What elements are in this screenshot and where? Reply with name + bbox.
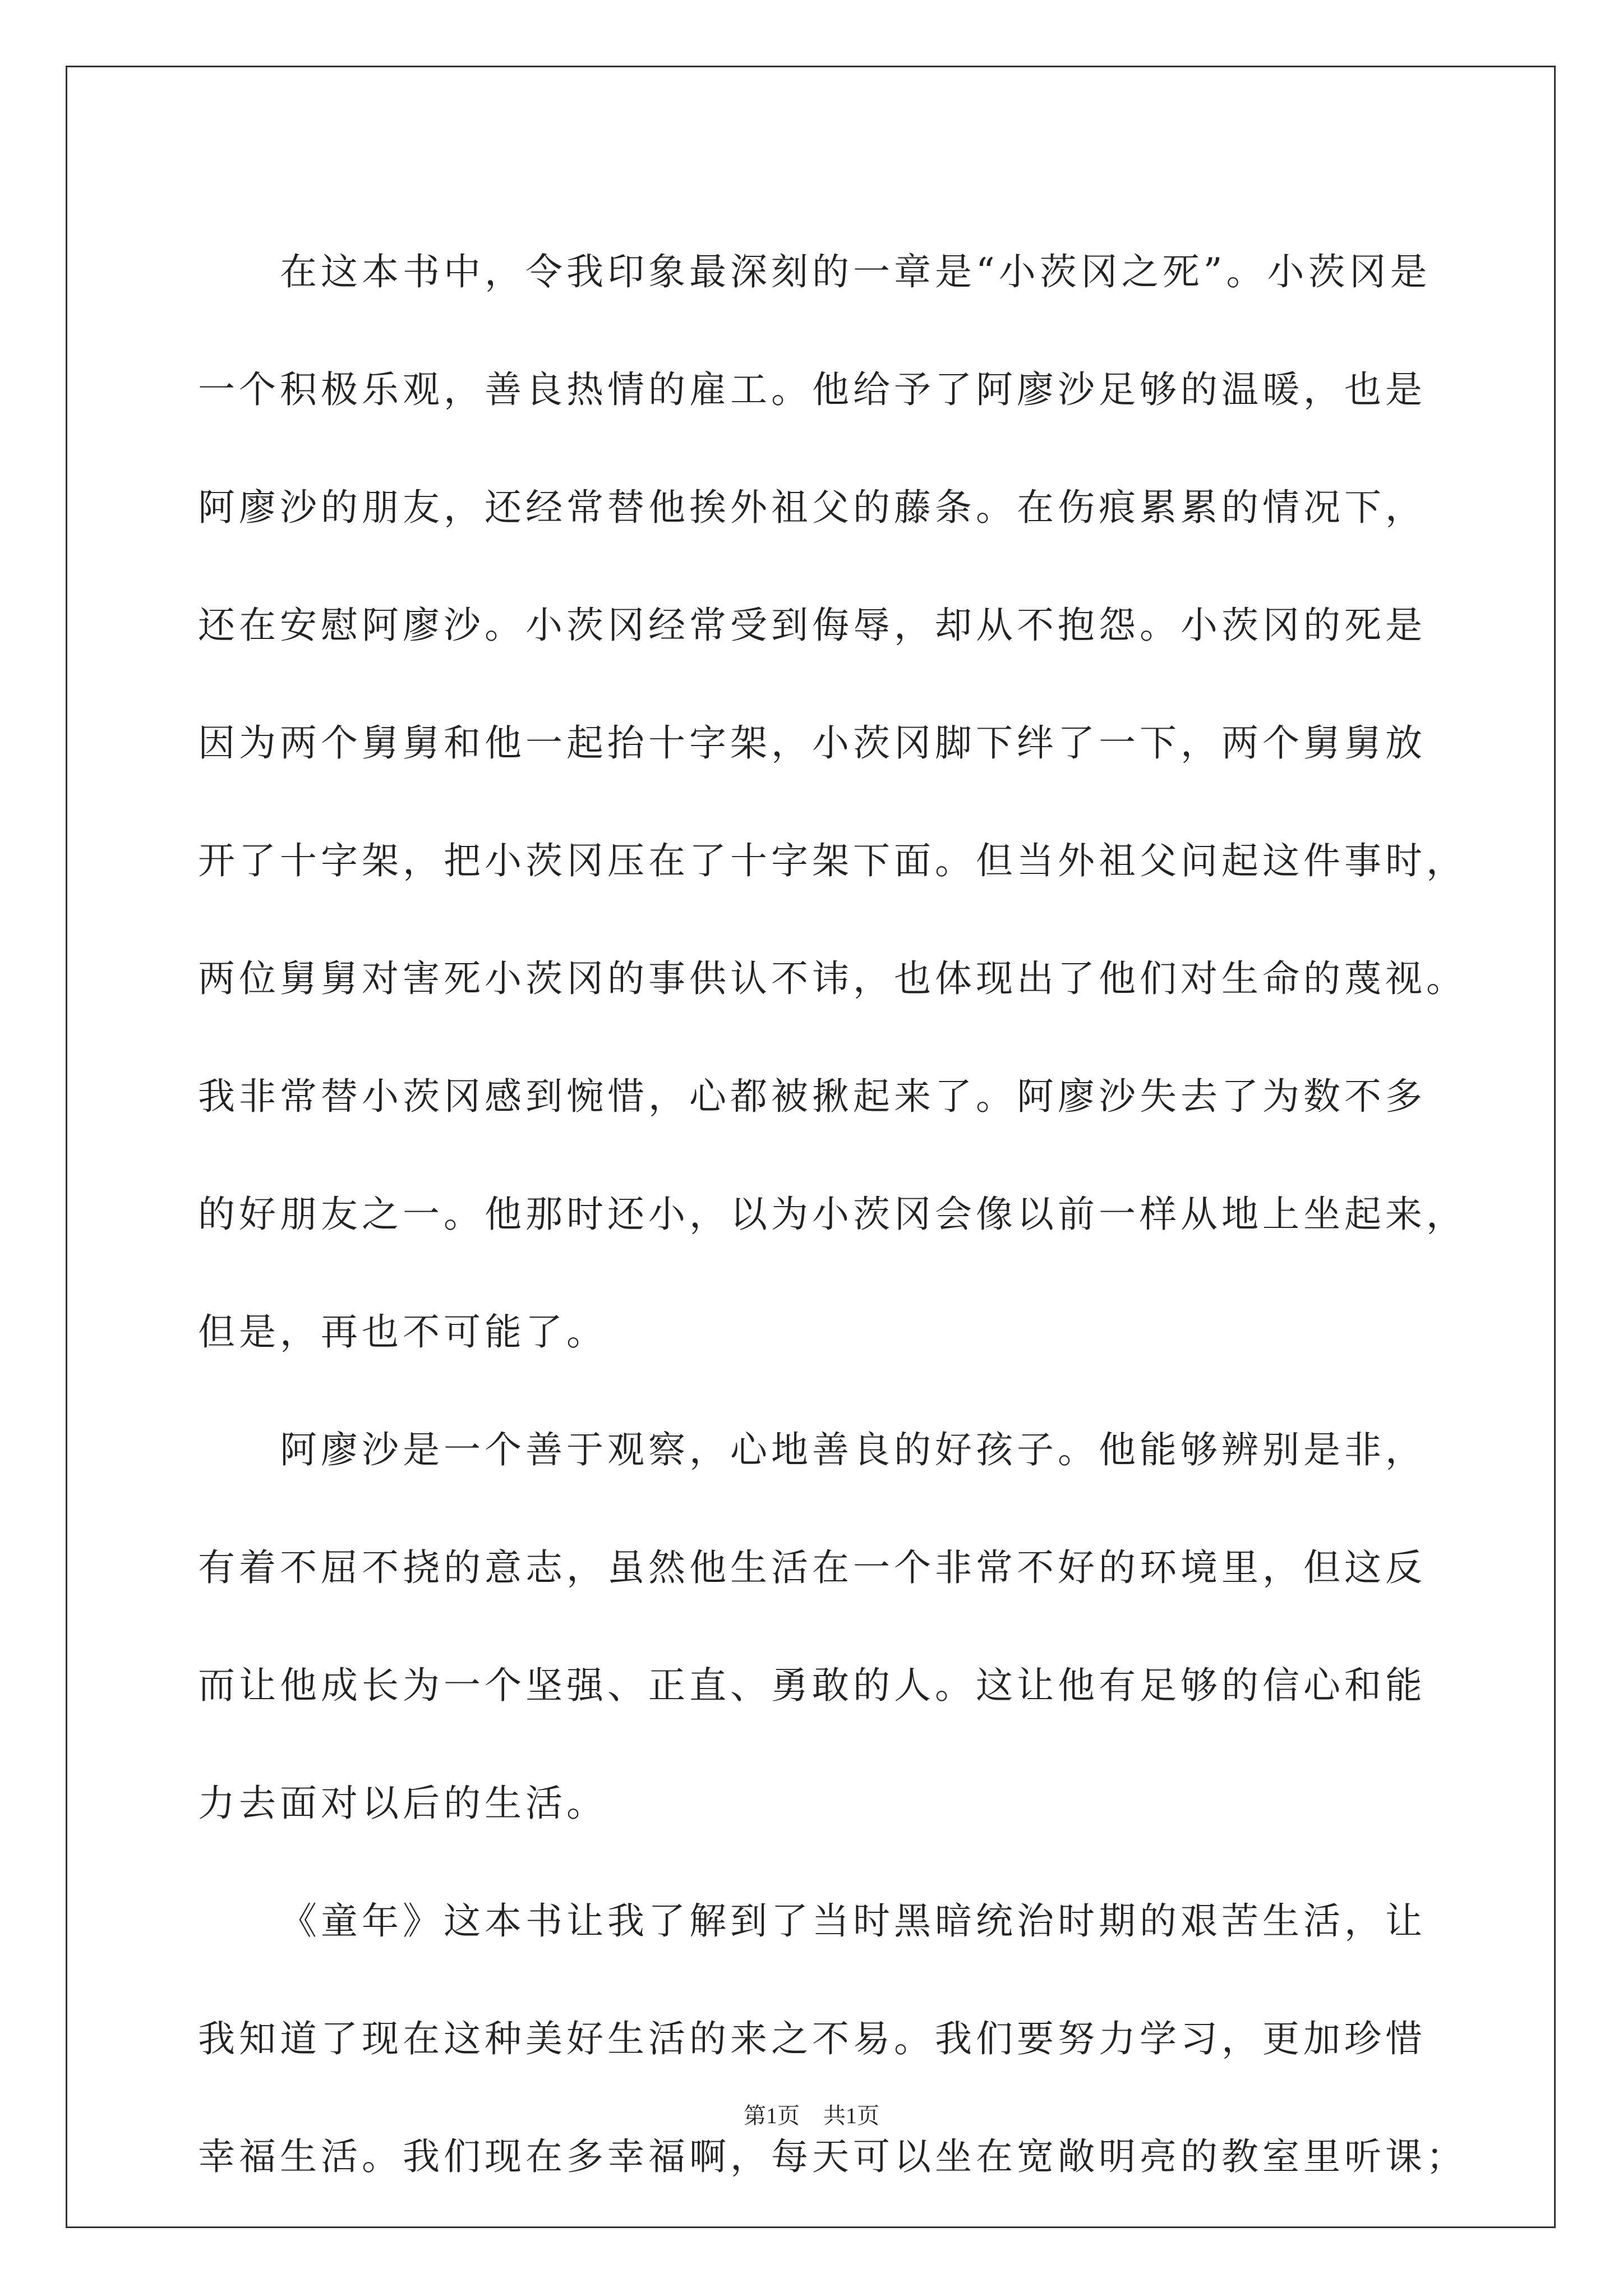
text-line: 幸福生活。我们现在多幸福啊，每天可以坐在宽敞明亮的教室里听课； bbox=[198, 2135, 1467, 2178]
text-line: 因为两个舅舅和他一起抬十字架，小茨冈脚下绊了一下，两个舅舅放 bbox=[198, 721, 1426, 765]
text-line: 两位舅舅对害死小茨冈的事供认不讳，也体现出了他们对生命的蔑视。 bbox=[198, 957, 1467, 1000]
page-footer bbox=[0, 2098, 1623, 2130]
text-line: 我知道了现在这种美好生活的来之不易。我们要努力学习，更加珍惜 bbox=[198, 2017, 1426, 2060]
text-line: 阿廖沙的朋友，还经常替他挨外祖父的藤条。在伤痕累累的情况下， bbox=[198, 486, 1426, 529]
text-line: 开了十字架，把小茨冈压在了十字架下面。但当外祖父问起这件事时， bbox=[198, 839, 1467, 882]
text-line: 在这本书中，令我印象最深刻的一章是“小茨冈之死”。小茨冈是 bbox=[280, 250, 1431, 293]
text-line: 阿廖沙是一个善于观察，心地善良的好孩子。他能够辨别是非， bbox=[280, 1428, 1426, 1471]
document-body bbox=[198, 213, 1467, 2216]
text-line: 的好朋友之一。他那时还小，以为小茨冈会像以前一样从地上坐起来， bbox=[198, 1193, 1467, 1236]
text-line: 我非常替小茨冈感到惋惜，心都被揪起来了。阿廖沙失去了为数不多 bbox=[198, 1075, 1426, 1118]
text-line: 《童年》这本书让我了解到了当时黑暗统治时期的艰苦生活，让 bbox=[280, 1899, 1426, 1943]
text-line: 而让他成长为一个坚强、正直、勇敢的人。这让他有足够的信心和能 bbox=[198, 1664, 1426, 1707]
text-line: 有着不屈不挠的意志，虽然他生活在一个非常不好的环境里，但这反 bbox=[198, 1546, 1426, 1589]
text-line: 力去面对以后的生活。 bbox=[198, 1782, 607, 1825]
total-pages: 共1页 bbox=[823, 2103, 879, 2128]
text-line: 但是，再也不可能了。 bbox=[198, 1310, 607, 1354]
current-page-number: 第1页 bbox=[744, 2103, 800, 2128]
text-line: 一个积极乐观，善良热情的雇工。他给予了阿廖沙足够的温暖，也是 bbox=[198, 368, 1426, 411]
text-line: 还在安慰阿廖沙。小茨冈经常受到侮辱，却从不抱怨。小茨冈的死是 bbox=[198, 604, 1426, 647]
